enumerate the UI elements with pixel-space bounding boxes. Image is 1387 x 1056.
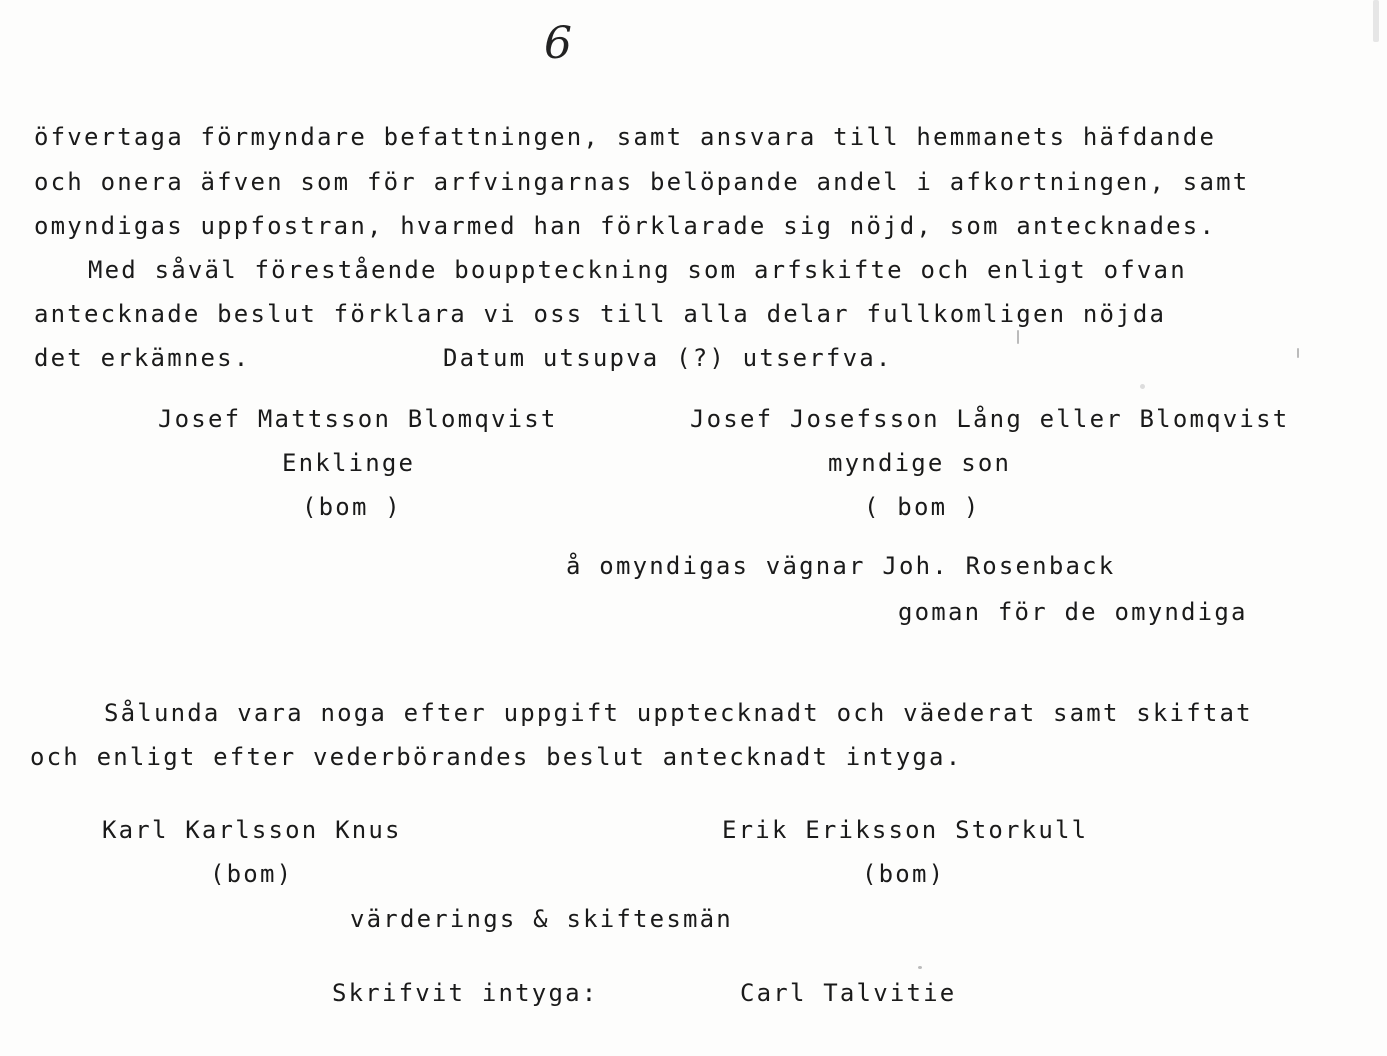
appraiser-left-name: Karl Karlsson Knus	[102, 816, 402, 844]
guardian-line2: goman för de omyndiga	[898, 598, 1248, 626]
guardian-line1: å omyndigas vägnar Joh. Rosenback	[566, 552, 1116, 580]
scan-speck	[1297, 348, 1299, 358]
paragraph1-line3: omyndigas uppfostran, hvarmed han förklarade sig nöjd, som antecknades.	[34, 212, 1217, 240]
written-name: Carl Talvitie	[740, 979, 957, 1007]
scan-speck	[1140, 384, 1145, 389]
signatory-right-role: myndige son	[828, 449, 1012, 477]
written-label: Skrifvit intyga:	[332, 979, 599, 1007]
scan-speck	[1017, 330, 1019, 344]
signatory-left-mark: (bom )	[302, 493, 402, 521]
appraiser-left-mark: (bom)	[210, 860, 294, 888]
scan-speck	[918, 966, 922, 969]
signatory-left-role: Enklinge	[282, 449, 416, 477]
closing-left: det erkämnes.	[34, 344, 251, 372]
appraiser-right-mark: (bom)	[862, 860, 946, 888]
scan-speck	[1373, 0, 1379, 42]
paragraph3-line1: Sålunda vara noga efter uppgift upptecknadt och väederat samt skiftat	[104, 699, 1253, 727]
signatory-right-name: Josef Josefsson Lång eller Blomqvist	[690, 405, 1290, 433]
closing-right: Datum utsupva (?) utserfva.	[443, 344, 893, 372]
page-number: 6	[544, 18, 572, 69]
paragraph1-line1: öfvertaga förmyndare befattningen, samt ansvara till hemmanets häfdande	[34, 123, 1217, 151]
paragraph1-line2: och onera äfven som för arfvingarnas belöpande andel i afkortningen, samt	[34, 168, 1250, 196]
appraiser-right-name: Erik Eriksson Storkull	[722, 816, 1089, 844]
paragraph2-line1: Med såväl förestående bouppteckning som arfskifte och enligt ofvan	[88, 256, 1187, 284]
paragraph3-line2: och enligt efter vederbörandes beslut antecknadt intyga.	[30, 743, 963, 771]
paragraph2-line2: antecknade beslut förklara vi oss till alla delar fullkomligen nöjda	[34, 300, 1167, 328]
signatory-left-name: Josef Mattsson Blomqvist	[158, 405, 558, 433]
signatory-right-mark: ( bom )	[864, 493, 981, 521]
appraisers-title: värderings & skiftesmän	[350, 905, 733, 933]
